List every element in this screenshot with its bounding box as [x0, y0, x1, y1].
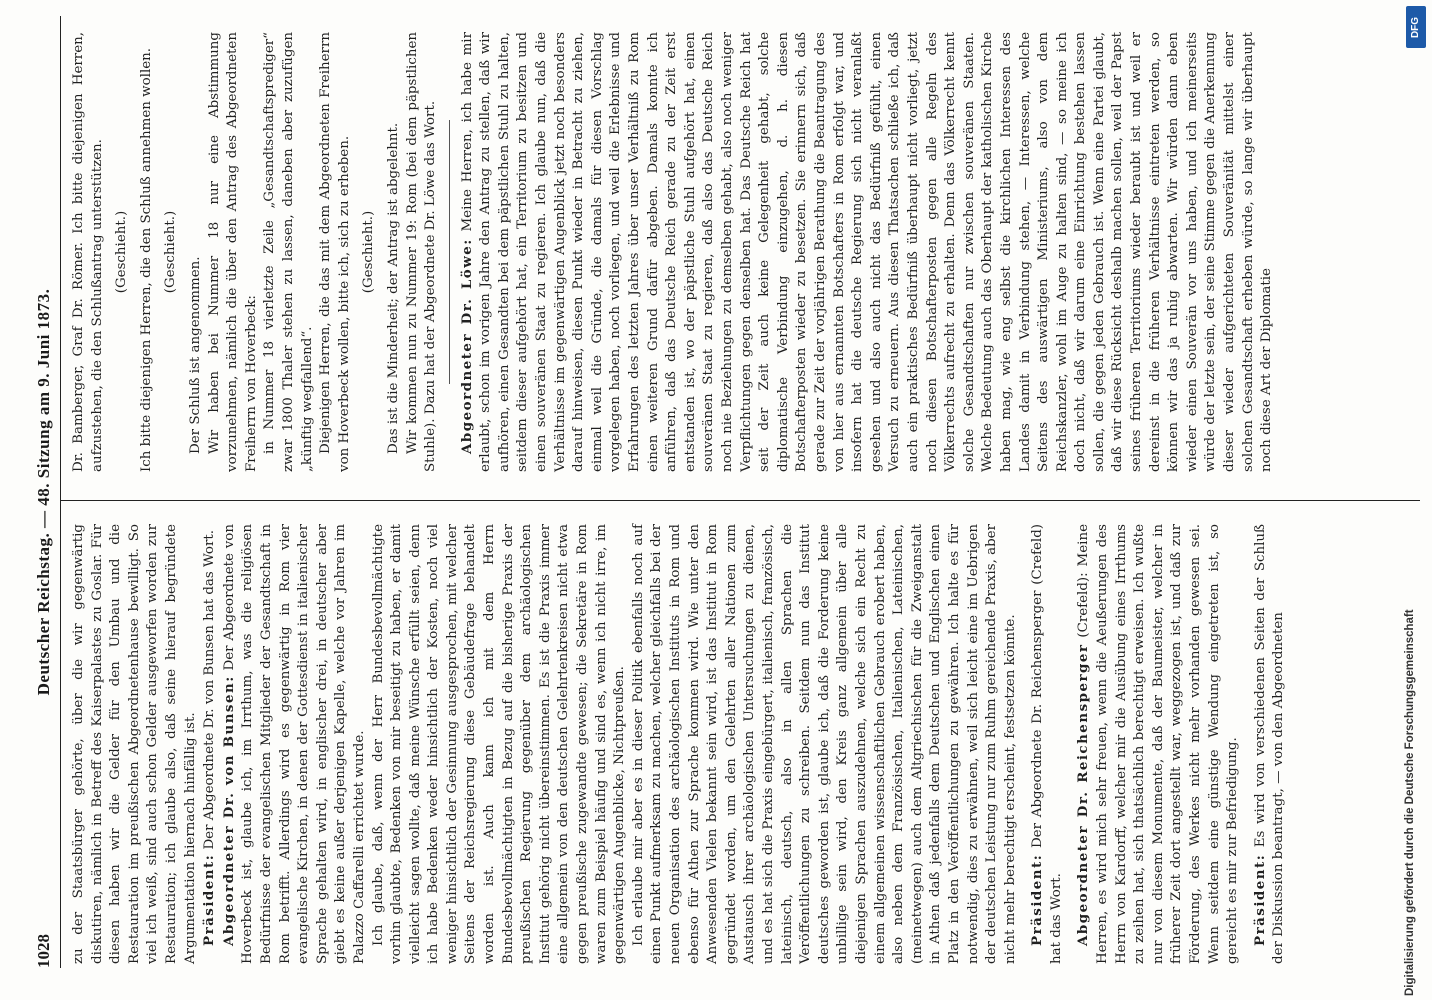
paragraph-text: Der Abgeordnete von Hoverbeck ist, glaube ich, im Irrthum, was die religiösen Bedürfnisse der evangelischen Mitglieder der Gesandtschaft in Rom betrifft. Allerdings wird es gegenwärtig in Rom vier evangelische Kirchen, in denen der Gottesdienst in italienischer Sprache gehalten wird, in englischer drei, in deutscher aber giebt es keine außer derjenigen Kapelle, welche vor Jahren im Palazzo Caffarelli errichtet wurde. [221, 524, 367, 964]
paragraph-gap [1243, 524, 1251, 964]
paragraph [317, 32, 354, 472]
section-rule [449, 120, 450, 384]
stage-direction: (Geschieht.) [114, 210, 130, 294]
paragraph [1251, 524, 1289, 964]
paragraph-text: Wir kommen nun zu Nummer 19: Rom (bei dem päpstlichen Stuhle). Dazu hat der Abgeordnete Dr. Löwe das Wort. [404, 32, 439, 472]
stage-direction: (Geschieht.) [361, 210, 377, 294]
paragraph-text: Der Abgeordnete Dr. Reichensperger (Crefeld) hat das Wort. [1030, 524, 1064, 964]
paragraph-text: Der Schluß ist angenommen. [187, 256, 203, 454]
paragraph-text: Es wird von verschiedenen Seiten der Schluß der Diskussion beantragt, — von den Abgeordneten [1252, 524, 1287, 964]
paragraph-text: Ich erlaube mir aber es in dieser Politik ebenfalls noch auf einen Punkt aufmerksam zu machen, welcher gleichfalls bei der neuen Organisation des archäologischen Instituts in Rom und ebenso für Athen zur Sprache kommen wird. Wie unter den Anwesenden Vielen bekannt sein wird, ist das Institut in Rom gegründet worden, um den Gelehrten aller Nationen zum Austausch ihrer archäologischen Untersuchungen zu dienen, und es hat sich die Praxis eingebürgert, italienisch, französisch, lateinisch, deutsch, also in allen Sprachen die Veröffentlichungen zu schreiben. Seitdem nun das Institut deutsches geworden ist, glaube ich, daß die Forderung keine unbillige sein wird, den Kreis ganz allgemein über alle diejenigen Sprachen auszudehnen, welche sich ein Recht zu einem allgemeinen wissenschaftlichen Gebrauch erobert haben, also neben dem Französischen, Italienischen, Lateinischen, (meinetwegen) auch dem Altgriechischen für die Zweiganstalt in Athen daß jedenfalls dem Deutschen und Englischen einen Platz in den Veröffentlichungen zu gewähren. Ich halte es für notwendig, dies zu erwähnen, weil sich leicht eine im Uebrigen der deutschen Leistung nur zum Ruhm gereichende Praxis, aber nicht mehr berechtigt erscheint, festsetzen könnte. [630, 524, 1018, 964]
paragraph-text: in Nummer 18 vierletzte Zeile „Gesandtschaftsprediger“ zwar 1800 Thaler stehen zu lassen, daneben aber zuzufügen „künftig wegfallend“. [262, 32, 315, 472]
paragraph-text: Dr. Bamberger, Graf Dr. Römer. Ich bitte diejenigen Herren, aufzustehen, die den Schlußantrag unterstützen. [71, 32, 105, 472]
paragraph [200, 524, 220, 964]
paragraph [187, 32, 206, 472]
paragraph [1074, 524, 1242, 964]
paragraph-text: Das ist die Minderheit; der Antrag ist abgelehnt. [385, 122, 401, 454]
left-text-column [70, 524, 1289, 964]
paragraph [261, 32, 317, 472]
paragraph [404, 32, 441, 472]
paragraph [206, 32, 262, 472]
speaker-label: Präsident: [201, 853, 218, 946]
paragraph-text: Wir haben bei Nummer 18 nur eine Abstimmung vorzunehmen, nämlich die über den Antrag des Abgeordneten Freiherrn von Hoverbeck: [206, 32, 259, 472]
speaker-label: Präsident: [1251, 853, 1268, 946]
speaker-label: Abgeordneter Dr. von Bunsen: [220, 675, 237, 946]
paragraph-text: (Crefeld): Meine Herren, es wird mich sehr freuen, wenn die Aeußerungen des Herrn von Kardorff, welcher mir die Ausübung eines Irrthums zu zeihen hat, sich thatsächlich berechtigt erweisen. Ich wußte nur von diesem Monumente, daß der Baumeister, welcher in früherer Zeit dort angestellt war, weggezogen ist, und daß zur Förderung, des Werkes nicht mehr vorhanden gewesen sei. Wenn seitdem eine günstige Wendung eingetreten ist, so gereicht es mir zur Befriedigung. [1076, 524, 1241, 964]
running-title: Deutscher Reichstag. — 48. Sitzung am 9. Juni 1873. [34, 288, 53, 696]
speaker-label: Präsident: [1029, 853, 1046, 946]
right-text-column [70, 32, 1277, 472]
paragraph-text: Diejenigen Herren, die das mit dem Abgeordneten Freiherrn von Hoverbeck wollen, bitte ich, sich zu erheben. [318, 32, 352, 472]
paragraph-text: Der Abgeordnete Dr. von Bunsen hat das Wort. [202, 530, 218, 854]
paragraph [220, 524, 370, 964]
paragraph [70, 524, 200, 964]
speaker-label: Abgeordneter Dr. Reichensperger [1075, 643, 1092, 946]
column-divider [60, 500, 1420, 501]
speaker-label: Abgeordneter Dr. Löwe: [458, 238, 475, 454]
page-number: 1028 [34, 934, 53, 968]
paragraph [385, 32, 404, 472]
paragraph-text: zu der Staatsbürger gehörte, über die wir gegenwärtig diskutiren, nämlich in Betreff des Kaiserpalastes zu Goslar. Für diesen haben wir die Gelder für den Umbau und die Restauration im preußischen Abgeordnetenhause bewilligt. So viel ich weiß, sind auch schon Gelder ausgeworfen worden zur Restauration; ich glaube also, daß seine hierauf begründete Argumentation hiernach hinfällig ist. [71, 524, 198, 964]
paragraph [138, 32, 157, 472]
paragraph-gap [1066, 524, 1074, 964]
running-header [30, 16, 61, 968]
dfg-logo: DFG [1406, 6, 1426, 48]
paragraph-gap [1020, 524, 1028, 964]
paragraph [458, 32, 1277, 472]
stage-direction: (Geschieht.) [163, 210, 179, 294]
paragraph-text: Ich bitte diejenigen Herren, die den Schluß annehmen wollen. [138, 47, 154, 472]
paragraph-text: Meine Herren, ich habe mir erlaubt, schon im vorigen Jahre den Antrag zu stellen, daß wir aufhören, einen Gesandten bei dem päpstlichen Stuhl zu halten, seitdem dieser aufgehört hat, ein Territorium zu besitzen und einen souveränen Staat zu regieren. Ich glaube nun, daß die Verhältnisse im gegenwärtigen Augenblick jetzt noch besonders darauf hinweisen, diesen Punkt wieder in Betracht zu ziehen, einmal weil die Gründe, die damals für diesen Vorschlag vorgelegen haben, noch vorliegen, und weil die Erlebnisse und Erfahrungen des letzten Jahres über unser Verhältniß zu Rom einen weiteren Grund dafür abgeben. Damals konnte ich anführen, daß das Deutsche Reich gerade zu der Zeit erst entstanden ist, wo der päpstliche Stuhl aufgehört hat, einen souveränen Staat zu regieren, daß also das Deutsche Reich noch nie Beziehungen zu demselben gehabt, also noch weniger Verpflichtungen gegen denselben hat. Das Deutsche Reich hat seit der Zeit auch keine Gelegenheit gehabt, solche diplomatische Verbindung einzugehen, d. h. diesen Botschafterposten wieder zu besetzen. Sie erinnern sich, daß gerade zur Zeit der vorjährigen Berathung die Beantragung des von hier aus ernannten Botschafters in Rom erfolgt war, und insofern hat die deutsche Regierung sich nicht veranlaßt gesehen und also auch nicht das Bedürfniß gefühlt, einen Versuch zu erneuern. Aus diesen Thatsachen schließe ich, daß auch ein praktisches Bedürfniß überhaupt nicht vorliegt, jetzt noch diesen Botschafterposten gegen alle Regeln des Völkerrechts aufrecht zu erhalten. Denn das Völkerrecht kennt solche Gesandtschaften nur zwischen souveränen Staaten. Welche Bedeutung auch das Oberhaupt der katholischen Kirche haben mag, wie eng selbst die kirchlichen Interessen des Landes damit in Verbindung stehen, — Interessen, welche Seitens des auswärtigen Ministeriums, also von dem Reichskanzler, wohl im Auge zu halten sind, — so meine ich doch nicht, daß wir darum eine Einrichtung bestehen lassen sollen, die gegen jeden Gebrauch ist. Wenn eine Partei glaubt, daß wir diese Rücksicht deshalb machen sollen, weil der Papst seines früheren Territoriums wieder beraubt ist und weil er dereinst in die früheren Verhältnisse eintreten werden, so können wir das ja ruhig abwarten. Wir würden dann eben wieder einen Souverän vor uns haben, und ich meinerseits würde der letzte sein, der seine Stimme gegen die Anerkennung dieser wieder aufgerichteten Souveränität mittelst einer solchen Gesandtschaft erheben würde, so lange wir überhaupt noch diese Art der Diplomatie [459, 32, 1275, 472]
paragraph-text: Ich glaube, daß, wenn der Herr Bundesbevollmächtigte vorhin glaubte, Bedenken von mir beseitigt zu haben, er damit vielleicht sagen wollte, daß meine Wünsche erfüllt seien, denn ich habe Bedenken weder hinsichtlich der Kosten, noch viel weniger hinsichtlich der Gesinnung ausgesprochen, mit welcher Seitens der Reichsregierung diese Gebäudefrage behandelt worden ist. Auch kann ich mit dem Herrn Bundesbevollmächtigten in Bezug auf die bisherige Praxis der preußischen Regierung gegenüber dem archäologischen Institut gehörig nicht übereinstimmen. Es ist die Praxis immer eine allgemein von den deutschen Gelehrtenkreisen nicht etwa gegen preußische zugewandte gewesen; die Sekretäre in Rom waren zum Beispiel häufig und sind es, wenn ich nicht irre, im gegenwärtigen Augenblicke, Nichtpreußen. [370, 524, 628, 964]
paragraph [1028, 524, 1066, 964]
paragraph [70, 32, 107, 472]
digitization-watermark: Digitalisierung gefördert durch die Deutsche Forschungsgemeinschaft [1404, 609, 1416, 996]
paragraph [370, 524, 630, 964]
paragraph [630, 524, 1020, 964]
